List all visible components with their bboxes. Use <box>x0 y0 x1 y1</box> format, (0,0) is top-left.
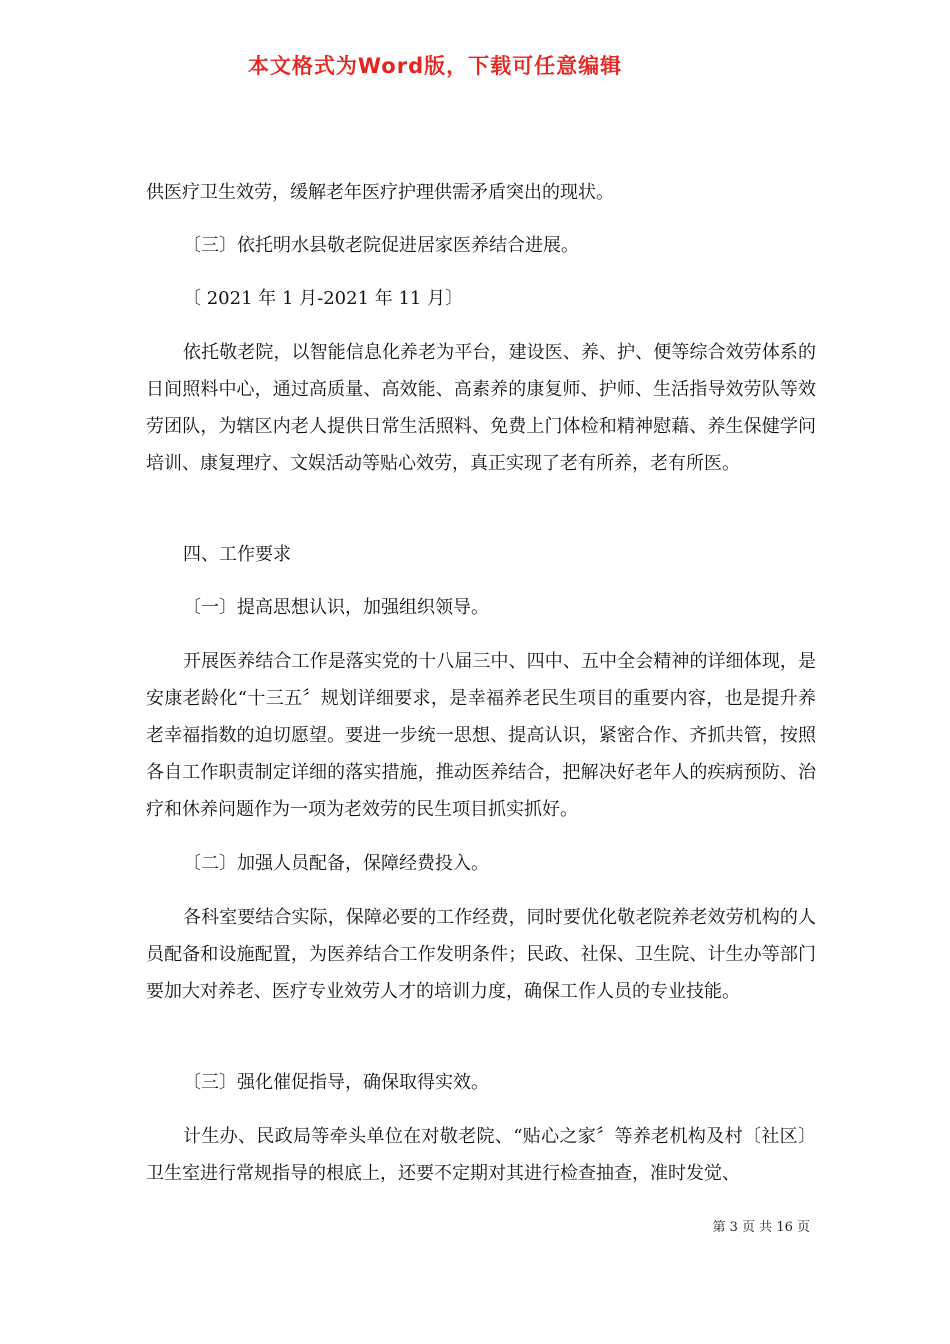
paragraph-1: 依托敬老院，以智能信息化养老为平台，建设医、养、护、便等综合效劳体系的日间照料中心，通过高质量、高效能、高素养的康复师、护师、生活指导效劳队等效劳团队，为辖区内老人提供日常生活照料、免费上门体检和精神慰藉、养生保健学问培训、康复理疗、文娱活动等贴心效劳，真正实现了老有所养，老有所医。 <box>146 342 816 474</box>
section-heading-4: 四、工作要求 <box>183 544 291 565</box>
subsection-heading-3b: 〔三〕强化催促指导，确保取得实效。 <box>183 1072 489 1093</box>
subsection-heading-3: 〔三〕依托明水县敬老院促进居家医养结合进展。 <box>183 235 579 256</box>
paragraph-2: 开展医养结合工作是落实党的十八届三中、四中、五中全会精神的详细体现，是安康老龄化“十三五〞规划详细要求，是幸福养老民生项目的重要内容，也是提升养老幸福指数的迫切愿望。要进一步统一思想、提高认识，紧密合作、齐抓共管，按照各自工作职责制定详细的落实措施，推动医养结合，把解决好老年人的疾病预防、治疗和休养问题作为一项为老效劳的民生项目抓实抓好。 <box>146 651 816 820</box>
subsection-heading-1: 〔一〕提高思想认识，加强组织领导。 <box>183 597 489 618</box>
date-range: 〔 2021 年 1 月-2021 年 11 月〕 <box>183 288 464 309</box>
page-number: 第 3 页 共 16 页 <box>712 1220 810 1235</box>
paragraph-3: 各科室要结合实际，保障必要的工作经费，同时要优化敬老院养老效劳机构的人员配备和设施配置，为医养结合工作发明条件；民政、社保、卫生院、计生办等部门要加大对养老、医疗专业效劳人才的培训力度，确保工作人员的专业技能。 <box>146 907 816 1002</box>
page-banner: 本文格式为Word版，下载可任意编辑 <box>247 54 623 78</box>
text-line-1: 供医疗卫生效劳，缓解老年医疗护理供需矛盾突出的现状。 <box>146 182 614 203</box>
paragraph-4: 计生办、民政局等牵头单位在对敬老院、“贴心之家〞等养老机构及村〔社区〕卫生室进行常规指导的根底上，还要不定期对其进行检查抽查，准时发觉、 <box>146 1126 816 1184</box>
subsection-heading-2: 〔二〕加强人员配备，保障经费投入。 <box>183 853 489 874</box>
